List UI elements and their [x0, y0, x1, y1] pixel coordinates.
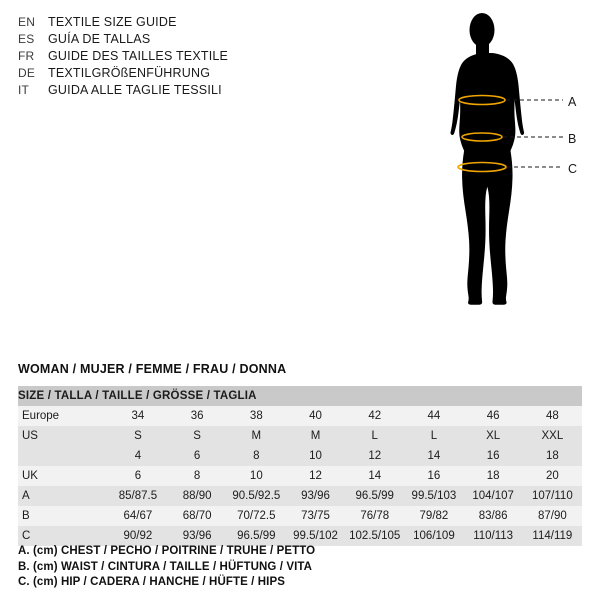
legend-line-a: A. (cm) CHEST / PECHO / POITRINE / TRUHE / PETTO [18, 545, 316, 557]
table-cell: 85/87.5 [108, 486, 167, 506]
table-cell: 16 [404, 466, 463, 486]
table-cell: 110/113 [464, 526, 523, 546]
size-table-wrapper [18, 386, 582, 546]
row-label: B [18, 506, 108, 526]
table-cell: 44 [404, 406, 463, 426]
table-row [18, 426, 582, 446]
table-cell: 96.5/99 [227, 526, 286, 546]
table-cell: 20 [523, 466, 582, 486]
table-cell: 64/67 [108, 506, 167, 526]
table-cell: 18 [523, 446, 582, 466]
woman-silhouette-icon [420, 4, 600, 376]
table-cell: 102.5/105 [345, 526, 404, 546]
language-code-fr: FR [18, 49, 35, 63]
table-cell: 83/86 [464, 506, 523, 526]
marker-label-b: B [568, 132, 577, 146]
language-list [18, 14, 318, 99]
language-code-es: ES [18, 32, 35, 46]
language-row-it [18, 82, 318, 99]
language-code-en: EN [18, 15, 36, 29]
language-text-de: TEXTILGRÖßENFÜHRUNG [48, 66, 211, 80]
table-cell: 10 [286, 446, 345, 466]
measurement-legend [18, 544, 578, 591]
body-figure [420, 4, 600, 376]
language-text-it: GUIDA ALLE TAGLIE TESSILI [48, 83, 222, 97]
table-cell: 93/96 [286, 486, 345, 506]
table-header-row [18, 386, 582, 406]
legend-line-c: C. (cm) HIP / CADERA / HANCHE / HÜFTE / HIPS [18, 576, 286, 588]
table-cell: 14 [345, 466, 404, 486]
language-row-es [18, 31, 318, 48]
table-cell: 46 [464, 406, 523, 426]
marker-label-c: C [568, 162, 578, 176]
row-label [18, 446, 108, 466]
table-cell: 12 [345, 446, 404, 466]
table-row [18, 506, 582, 526]
table-cell: 76/78 [345, 506, 404, 526]
language-row-de [18, 65, 318, 82]
table-cell: 48 [523, 406, 582, 426]
language-text-es: GUÍA DE TALLAS [48, 32, 151, 46]
table-cell: 10 [227, 466, 286, 486]
legend-line-b: B. (cm) WAIST / CINTURA / TAILLE / HÜFTUNG / VITA [18, 560, 313, 573]
table-cell: 104/107 [464, 486, 523, 506]
table-cell: L [404, 426, 463, 446]
row-label: UK [18, 466, 108, 486]
table-cell: 40 [286, 406, 345, 426]
language-row-en [18, 14, 318, 31]
table-cell: 90/92 [108, 526, 167, 546]
row-label: US [18, 426, 108, 446]
language-text-fr: GUIDE DES TAILLES TEXTILE [48, 49, 229, 63]
table-cell: 8 [168, 466, 227, 486]
table-cell: 6 [108, 466, 167, 486]
table-cell: L [345, 426, 404, 446]
table-cell: 14 [404, 446, 463, 466]
row-label: Europe [18, 406, 108, 426]
table-cell: 99.5/102 [286, 526, 345, 546]
table-cell: 38 [227, 406, 286, 426]
table-row [18, 446, 582, 466]
category-heading: WOMAN / MUJER / FEMME / FRAU / DONNA [18, 362, 287, 376]
table-cell: 18 [464, 466, 523, 486]
table-cell: S [168, 426, 227, 446]
table-cell: 99.5/103 [404, 486, 463, 506]
table-row [18, 466, 582, 486]
language-text-en: TEXTILE SIZE GUIDE [48, 15, 177, 29]
table-cell: 70/72.5 [227, 506, 286, 526]
table-cell: 73/75 [286, 506, 345, 526]
marker-label-a: A [568, 95, 577, 109]
table-cell: M [227, 426, 286, 446]
table-cell: 93/96 [168, 526, 227, 546]
language-code-it: IT [18, 83, 30, 97]
table-cell: 96.5/99 [345, 486, 404, 506]
table-row [18, 526, 582, 546]
table-cell: 107/110 [523, 486, 582, 506]
language-row-fr [18, 48, 318, 65]
table-cell: 68/70 [168, 506, 227, 526]
table-cell: 106/109 [404, 526, 463, 546]
language-code-de: DE [18, 66, 36, 80]
table-cell: 8 [227, 446, 286, 466]
table-cell: 34 [108, 406, 167, 426]
size-table [18, 386, 582, 546]
table-cell: 90.5/92.5 [227, 486, 286, 506]
row-label: C [18, 526, 108, 546]
table-cell: 6 [168, 446, 227, 466]
table-cell: XL [464, 426, 523, 446]
table-cell: M [286, 426, 345, 446]
row-label: A [18, 486, 108, 506]
table-cell: 36 [168, 406, 227, 426]
table-cell: 12 [286, 466, 345, 486]
table-row [18, 486, 582, 506]
table-header-cell: SIZE / TALLA / TAILLE / GRÖSSE / TAGLIA [18, 386, 582, 406]
table-cell: 79/82 [404, 506, 463, 526]
table-cell: 88/90 [168, 486, 227, 506]
table-cell: XXL [523, 426, 582, 446]
table-cell: 42 [345, 406, 404, 426]
table-cell: 114/119 [523, 526, 582, 546]
table-row [18, 406, 582, 426]
table-cell: S [108, 426, 167, 446]
table-cell: 4 [108, 446, 167, 466]
table-cell: 16 [464, 446, 523, 466]
table-cell: 87/90 [523, 506, 582, 526]
